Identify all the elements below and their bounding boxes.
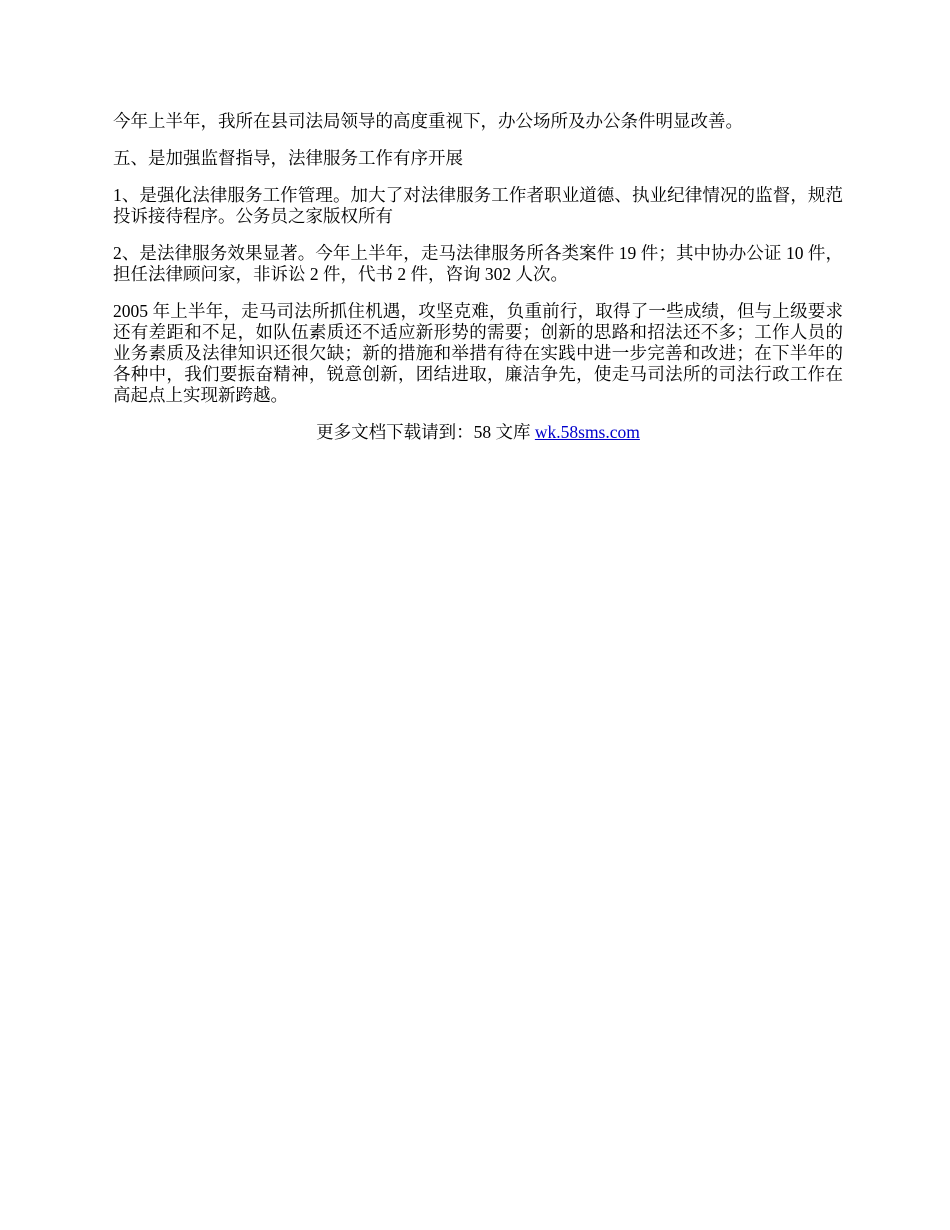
download-footer — [113, 422, 843, 443]
document-body — [113, 111, 843, 443]
paragraph-summary: 2005 年上半年，走马司法所抓住机遇，攻坚克难，负重前行，取得了一些成绩，但与上级要求还有差距和不足，如队伍素质还不适应新形势的需要；创新的思路和招法还不多；工作人员的业务素质及法律知识还很欠缺；新的措施和举措有待在实践中进一步完善和改进；在下半年的各种中，我们要振奋精神，锐意创新，团结进取，廉洁争先，使走马司法所的司法行政工作在高起点上实现新跨越。 — [113, 301, 843, 405]
paragraph-item-2: 2、是法律服务效果显著。今年上半年，走马法律服务所各类案件 19 件；其中协办公证 10 件，担任法律顾问家，非诉讼 2 件，代书 2 件，咨询 302 人次。 — [113, 243, 843, 284]
paragraph-intro: 今年上半年，我所在县司法局领导的高度重视下，办公场所及办公条件明显改善。 — [113, 111, 743, 131]
wenku-link[interactable]: wk.58sms.com — [534, 422, 640, 442]
footer-prefix-text: 更多文档下载请到：58 文库 — [316, 422, 535, 442]
paragraph-item-1: 1、是强化法律服务工作管理。加大了对法律服务工作者职业道德、执业纪律情况的监督，规范投诉接待程序。公务员之家版权所有 — [113, 185, 843, 226]
section-heading-five: 五、是加强监督指导，法律服务工作有序开展 — [113, 148, 463, 168]
